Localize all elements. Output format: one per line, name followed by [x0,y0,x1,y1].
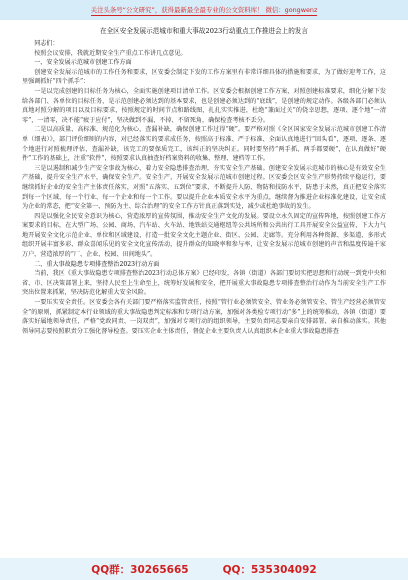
qq-contact-label: QQ：535304092 [222,563,317,576]
paragraph: 四是以强化全民安全意识为核心，营造浓厚的宣传氛围，推动安全生产文化的发展。要设立永久固定的宣传阵地，按照创建工作方案要求的目标，在大型广场、公园、商场、汽车站、火车站、地铁站交通枢纽等公共场所和公共出行工具开展安全公益宣传，下大力气地开展安全文化示范企业、单位和区域建设，打造一批安全文化主题企业、街区、公园、走廊等。充分利用各种资源、多渠道、多形式组织开展丰富多彩、群众喜闻乐见的安全文化宣传活动，提升群众的知晓率和参与率，让安全发展示范城市创建的声音和温度传遍千家万户，营造浓厚的“厂、企业、校园、田间地头”。 [22,212,386,259]
qq-group-label: QQ群：30265665 [91,563,189,576]
paragraph: 二是以高质量、高标准、规范化为核心，查漏补缺，确保创建工作过得“硬”。要严格对照《全区国家安全发展示范城市创建工作清单（细表）》，部门评价细则的内容，对已经落实的要求成任务，按照高于标准、严于标准、全面认真地进行“回头看”，逐项、逐条、逐个地进行对照梳理评估，查漏补缺，该完工的要保质完工，该纠正的坚决纠正。同时要坚持“两手抓、两手都要硬”，在认真做好“硬件”工作的基础上，注重“软件”，按照要求认真抽查好档案资料的收集、整理、建档等工作。 [22,126,386,163]
paragraph: 创建安全发展示范城市的工作任务和要求，区安委会制定下发的工作方案里有非常详细具体的措施和要求，为了做好迎考工作，这里强调抓好“四个抓手”： [22,68,386,86]
paragraph: 三是以遏制和减少生产安全事故为核心，着力安全隐患排查治理，夯实安全生产基础。创建安全发展示范城市的核心是有效安全生产基础，提升安全生产水平，确保安全生产。安全生产，开展安全发展示范城市创建过程。区安委会区安全生产形势持续平稳运行，要继续抓好企业的安全生产主体责任落实，对照“五落实、五到位”要求，不断提升人防、物防和技防水平，防患于未然，真正把安全落实到每一个区域、每一个行业、每一个企业和每一个工作。要以提升企业本质安全水平为重点，继续督为推进企业标准化建设，让安全成为企业的常态，把“安全第一、预防为主、综合治理”的安全工作方针真正落到实处，减少或杜绝事故的发生。 [22,164,386,211]
paragraph: 一要压实安全责任。区安委会各有关部门要严格落实监管责任，按照“管行业必须管安全、管业务必须管安全、管生产经营必须管安全”的原则，抓紧制定本行业领域的重大事故隐患判定标准和专项行动方案，加强对各类检专项行动“多”上的统筹推动，各镇（街道）要落实好属地领导责任，严格“党政同责、一岗双责”，加强对专项行动的组织领导，主要负责同志要亲自安排部署、亲自推动落实。其他领导同志要按照职责分工强化督导检查。要压实企业主体责任，督促企业主要负责人认真组织本企业重大事故隐患排查 [22,299,386,335]
promo-header-bar [0,0,408,20]
section-heading: 一、安全发展示范城市创建工作方面 [34,59,132,67]
salutation: 同志们： [34,40,59,47]
promo-notice-link[interactable]: 关注头条号“公文研究”，获得最新最全最专业的公文资料库！ 微信：gongwenz [90,5,318,14]
section-heading: 二、重大事故隐患专项排查整治2023行动方面 [34,260,160,268]
document-title: 在全区安全发展示范城市和重大事故2023行动重点工作推进会上的发言 [100,27,308,35]
contact-footer-bar [0,558,408,580]
paragraph: 按照会议安排，我就近期安全生产重点工作讲几点意见。 [34,49,187,57]
paragraph: 一是以完成创建的目标任务为核心，全面实施创建项目清单工作。区安委会根据创建工作方案，对照创建标准要求，细化分解下发给各部门、各单位的目标任务，是示范创建必须达到的基本要求，也是创建必须达到的“底线”，是创建的规定动作。各级各部门必须认真地对照分解的项目以及目标要求，按照规定的时间节点和路线图，扎扎实实推进，杜绝“兼面过关”的侥幸思想，逐项、逐个地“一清零”，一清零，决不能“疲于应付”，坚决做到不漏、不掉、不留死角，确保检查考核不丢分。 [22,87,386,124]
paragraph: 当前，我区《重大事故隐患专项排查整治2023行动总体方案》已经印发，各镇（街道）各部门要切实把思想和行动统一到党中央和省、市、区决策部署上来，坚持人民至上生命至上，统筹好发展和安全，把开展重大事故隐患专项排查整治行动作为当前安全生产工作突出位置来抓紧，坚决防范化解重大安全风险。 [22,270,386,297]
document-body [0,20,408,336]
